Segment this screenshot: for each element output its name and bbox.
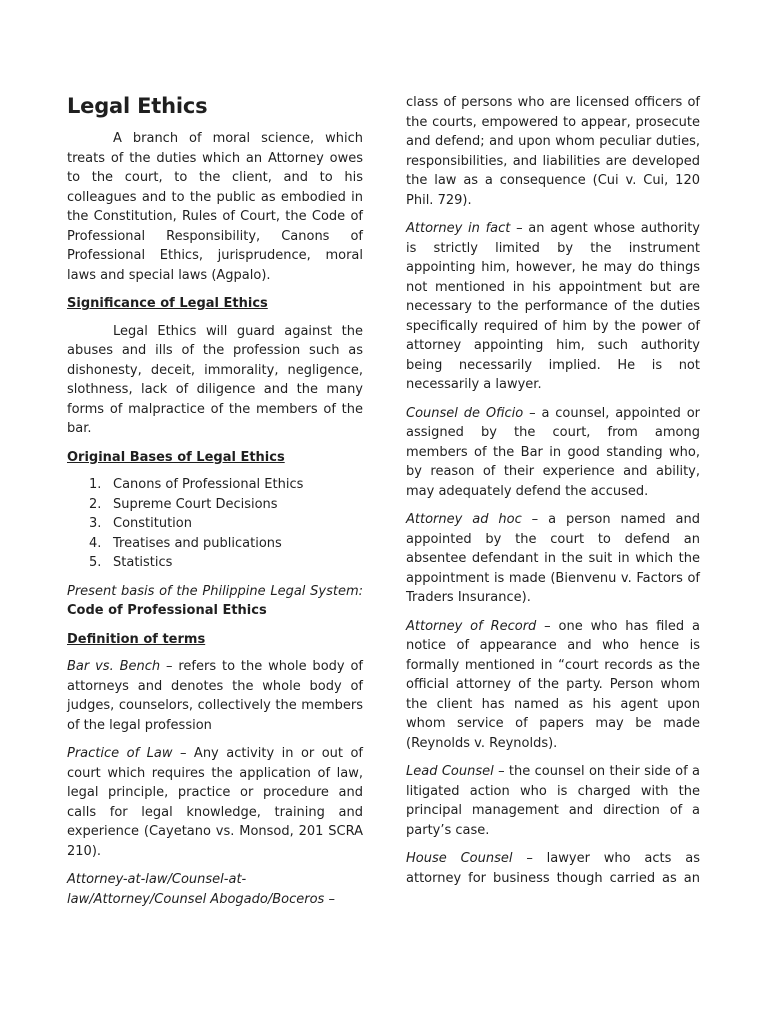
intro-paragraph: A branch of moral science, which treats of the duties which an Attorney owes to the court, to the client, and to his colleagues and to the public as embodied in the Constitution, Rules of Court, the Code of Professional Responsibility, Canons of Professional Ethics, jurisprudence, moral laws and special laws (Agpalo). (67, 131, 363, 283)
definition-practice-of-law: Practice of Law – Any activity in or out of court which requires the application of law, legal principle, practice or procedure and calls for legal knowledge, training and experience (Cayetano vs. Monsod, 201 SCRA 210). (67, 746, 364, 859)
definition-counsel-de-oficio: Counsel de Oficio – a counsel, appointed or assigned by the court, from among members of the Bar in good standing who, by reason of their experience and ability, may adequately defend the accused. (406, 405, 701, 499)
significance-paragraph: Legal Ethics will guard against the abuses and ills of the profession such as dishonesty, deceit, immorality, negligence, slothness, lack of diligence and the many forms of malpractice of the members of the bar. (67, 323, 363, 436)
list-item: 4. Treatises and publications (89, 535, 282, 551)
original-bases-heading: Original Bases of Legal Ethics (67, 449, 285, 465)
definition-attorney-at-law-text: class of persons who are licensed officers of the courts, empowered to appear, prosecute and defend; and upon whom peculiar duties, responsibilities, and liabilities are developed the law as a consequence (Cui v. Cui, 120 Phil. 729). (406, 95, 700, 208)
left-column (67, 92, 363, 909)
list-item: 2. Supreme Court Decisions (89, 496, 278, 512)
definition-house-counsel: House Counsel – lawyer who acts as attorney for business though carried as an (406, 851, 700, 886)
page-title: Legal Ethics (67, 94, 208, 118)
present-basis: Present basis of the Philippine Legal System: Code of Professional Ethics (67, 583, 363, 618)
definitions-heading: Definition of terms (67, 631, 206, 647)
definition-attorney-in-fact: Attorney in fact – an agent whose authority is strictly limited by the instrument appointing him, however, he may do things not mentioned in his appointment but are necessary to the performance of the duties specifically required of him by the power of attorney appointing him, such authority being necessarily implied. He is not necessarily a lawyer. (406, 221, 700, 392)
original-bases-list (67, 475, 363, 573)
definition-attorney-ad-hoc: Attorney ad hoc – a person named and appointed by the court to defend an absentee defendant in the suit in which the appointment is made (Bienvenu v. Factors of Traders Insurance). (406, 512, 701, 605)
list-item: 1. Canons of Professional Ethics (89, 477, 304, 492)
definition-bar-vs-bench: Bar vs. Bench – refers to the whole body of attorneys and denotes the whole body of judges, counselors, collectively the members of the legal profession (67, 659, 363, 733)
significance-heading: Significance of Legal Ethics (67, 296, 268, 311)
definition-lead-counsel: Lead Counsel – the counsel on their side of a litigated action who is charged with the principal management and direction of a party’s case. (406, 764, 700, 838)
list-item: 3. Constitution (89, 516, 192, 531)
definition-attorney-at-law-term: Attorney-at-law/Counsel-at-law/Attorney/Counsel Abogado/Boceros – (67, 872, 335, 907)
definition-attorney-of-record: Attorney of Record – one who has filed a notice of appearance and who hence is formally mentioned in “court records as the official attorney of the party. Person whom the client has named as his agent upon whom service of papers may be made (Reynolds v. Reynolds). (406, 618, 701, 751)
list-item: 5. Statistics (89, 555, 173, 570)
right-column (406, 93, 700, 888)
